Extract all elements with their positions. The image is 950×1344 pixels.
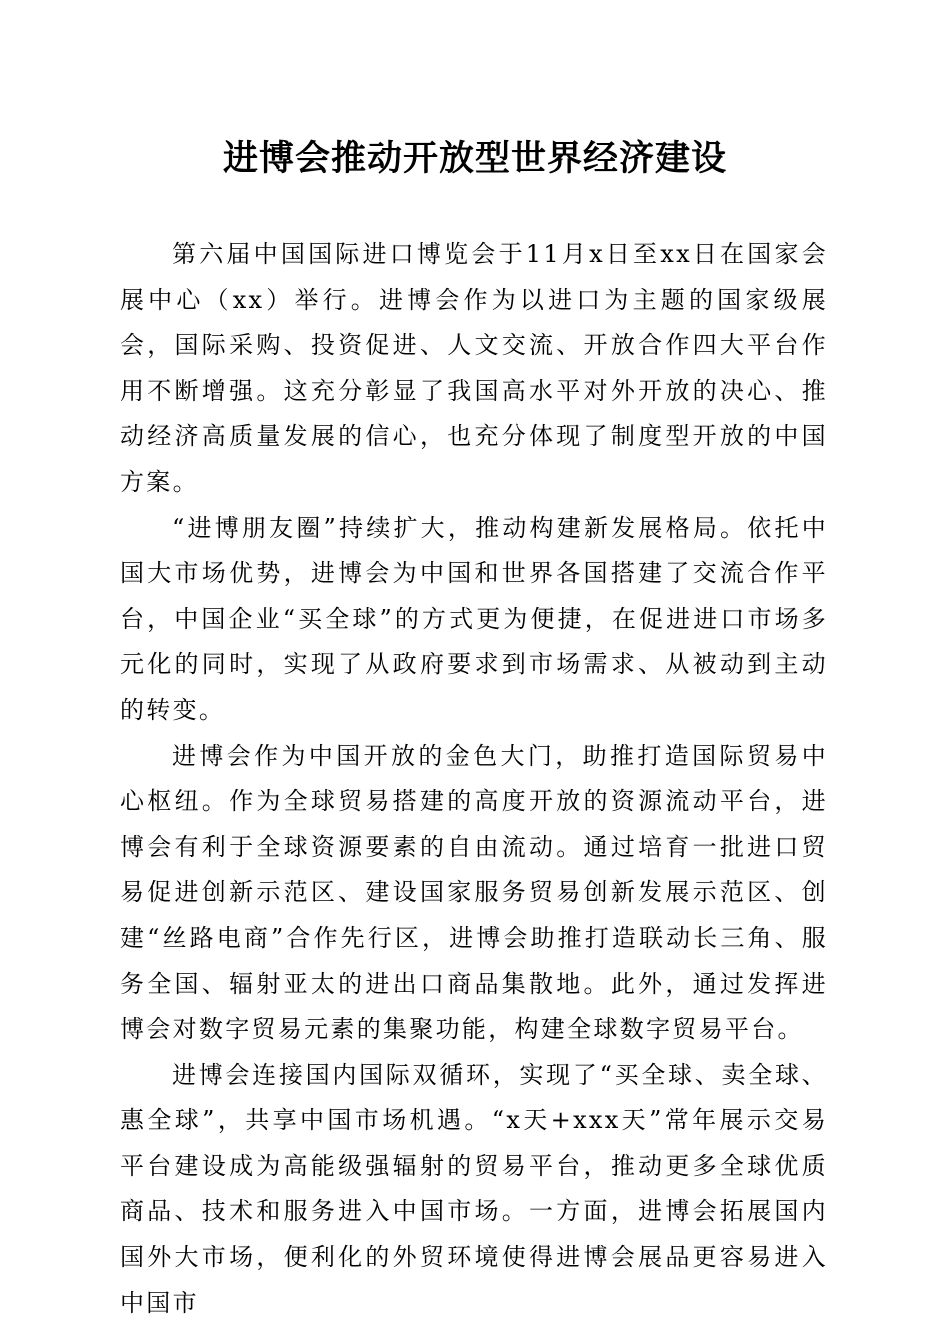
document-title: 进博会推动开放型世界经济建设	[222, 138, 727, 179]
paragraph-trade-hub: 进博会作为中国开放的金色大门，助推打造国际贸易中心枢纽。作为全球贸易搭建的高度开放的资源流动平台，进博会有利于全球资源要素的自由流动。通过培育一批进口贸易促进创新示范区、建设国家服务贸易创新发展示范区、创建“丝路电商”合作先行区，进博会助推打造联动长三角、服务全国、辐射亚太的进出口商品集散地。此外，通过发挥进博会对数字贸易元素的集聚功能，构建全球数字贸易平台。	[120, 741, 828, 1044]
paragraph-circle-of-friends: “进博朋友圈”持续扩大，推动构建新发展格局。依托中国大市场优势，进博会为中国和世界各国搭建了交流合作平台，中国企业“买全球”的方式更为便捷，在促进进口市场多元化的同时，实现了从政府要求到市场需求、从被动到主动的转变。	[120, 513, 828, 724]
paragraph-dual-circulation: 进博会连接国内国际双循环，实现了“买全球、卖全球、惠全球”，共享中国市场机遇。“x天+xxx天”常年展示交易平台建设成为高能级强辐射的贸易平台，推动更多全球优质商品、技术和服务进入中国市场。一方面，进博会拓展国内国外大市场，便利化的外贸环境使得进博会展品更容易进入中国市	[120, 1060, 828, 1317]
document-body	[120, 232, 828, 1326]
paragraph-intro: 第六届中国国际进口博览会于11月x日至xx日在国家会展中心（xx）举行。进博会作为以进口为主题的国家级展会，国际采购、投资促进、人文交流、开放合作四大平台作用不断增强。这充分彰显了我国高水平对外开放的决心、推动经济高质量发展的信心，也充分体现了制度型开放的中国方案。	[120, 240, 828, 496]
